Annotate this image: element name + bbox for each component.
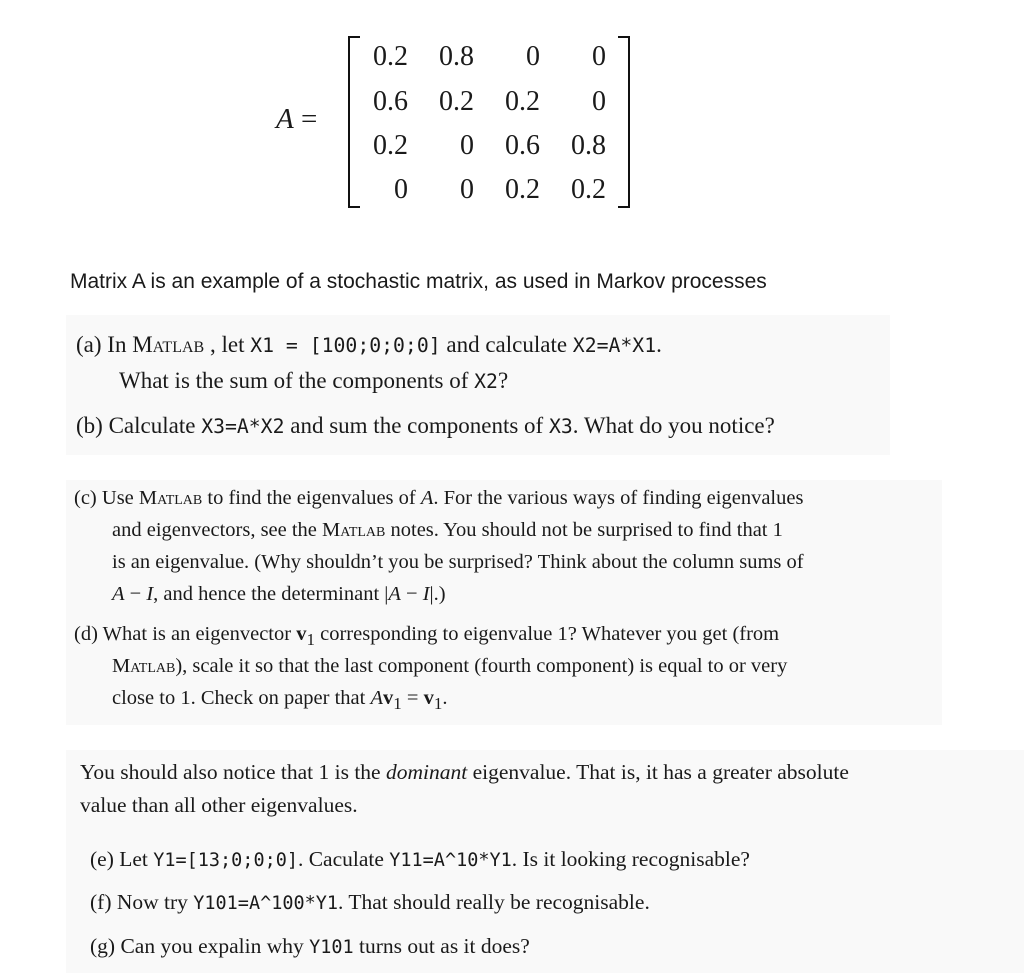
math-operator: − (124, 583, 147, 605)
question-text: corresponding to eigenvalue 1? Whatever you get (from (315, 623, 780, 645)
matrix-grid (360, 37, 610, 205)
matrix-lhs (276, 103, 317, 136)
matrix-row (360, 174, 610, 214)
paragraph-text: You should also notice that 1 is the (80, 760, 386, 784)
matrix-cell: 0 (460, 130, 474, 161)
question-text: ? (497, 368, 509, 393)
math-operator: = (401, 687, 424, 709)
question-f (90, 890, 650, 915)
question-text: . For the various ways of finding eigenvalues (433, 487, 804, 509)
code-snippet: X3=A*X2 (201, 415, 285, 438)
code-snippet: Y11=A^10*Y1 (389, 850, 512, 871)
matlab-name: Matlab (112, 655, 176, 677)
equals-sign: = (300, 103, 318, 135)
matrix-cell: 0.2 (373, 41, 408, 72)
question-label: (a) (76, 332, 102, 357)
question-d-line3 (112, 687, 448, 714)
question-text: close to 1. Check on paper that (112, 687, 371, 709)
question-text: , let (204, 332, 251, 357)
matrix-cell: 0.2 (505, 86, 540, 117)
matrix-definition (0, 0, 1024, 230)
matrix-cell: 0.2 (373, 130, 408, 161)
math-variable: I (146, 583, 154, 605)
vector-symbol: v (423, 687, 434, 709)
matlab-name: Matlab (132, 332, 205, 357)
code-snippet: X2=A*X1 (572, 334, 657, 357)
question-label: (f) (90, 890, 112, 914)
matrix-cell: 0 (592, 86, 606, 117)
math-variable: A (420, 487, 434, 509)
question-text: to find the eigenvalues of (202, 487, 421, 509)
question-text: Now try (116, 890, 194, 914)
matrix-cell: 0.2 (571, 174, 606, 205)
question-text: ), scale it so that the last component (fourth component) is equal to or very (175, 655, 788, 677)
question-text: What is the sum of the components of (119, 368, 475, 393)
question-d (74, 623, 779, 650)
matrix-cell: 0.2 (439, 86, 474, 117)
question-text: turns out as it does? (353, 934, 530, 958)
code-snippet: Y101 (309, 937, 354, 958)
question-text: and calculate (440, 332, 573, 357)
matrix-cell: 0.6 (373, 86, 408, 117)
question-text: , and hence the determinant | (153, 583, 389, 605)
matrix-right-bracket (618, 36, 630, 208)
question-text: . Caculate (297, 847, 390, 871)
math-variable: A (388, 583, 401, 605)
math-operator: − (400, 583, 423, 605)
subscript: 1 (433, 694, 443, 714)
code-snippet: X2 (474, 370, 498, 393)
dominant-paragraph-line2: value than all other eigenvalues. (80, 793, 358, 817)
question-text: Use (101, 487, 139, 509)
question-a-line2 (119, 368, 508, 394)
matrix-cell: 0 (526, 41, 540, 72)
matrix-left-bracket (348, 36, 360, 208)
matrix-variable: A (276, 103, 294, 135)
question-d-line2 (112, 655, 787, 678)
question-text: . What do you notice? (572, 413, 775, 438)
paragraph-text: eigenvalue. That is, it has a greater absolute (467, 760, 849, 784)
matrix-cell: 0 (592, 41, 606, 72)
question-text: and sum the components of (284, 413, 549, 438)
question-c-line2 (112, 519, 783, 542)
question-text: Let (119, 847, 154, 871)
question-g (90, 934, 530, 959)
intro-text: Matrix A is an example of a stochastic matrix, as used in Markov processes (70, 270, 767, 293)
code-snippet: Y1=[13;0;0;0] (153, 850, 298, 871)
math-variable: A (112, 583, 125, 605)
math-variable: A (370, 687, 383, 709)
matrix-cell: 0.8 (439, 41, 474, 72)
matlab-name: Matlab (138, 487, 203, 509)
question-b (76, 413, 775, 439)
dominant-paragraph (80, 760, 849, 785)
question-c (74, 487, 803, 510)
matrix-row (360, 86, 610, 126)
subscript: 1 (306, 630, 315, 650)
question-label: (b) (76, 413, 103, 438)
question-label: (g) (90, 934, 116, 958)
question-text: . Is it looking recognisable? (511, 847, 750, 871)
question-e (90, 847, 750, 872)
question-c-line3: is an eigenvalue. (Why shouldn’t you be surprised? Think about the column sums of (112, 551, 804, 573)
question-text: . (442, 687, 448, 709)
question-label: (e) (90, 847, 114, 871)
vector-symbol: v (296, 623, 307, 645)
question-text: What is an eigenvector (102, 623, 297, 645)
question-label: (c) (74, 487, 97, 509)
matrix-cell: 0.8 (571, 130, 606, 161)
question-text: In (107, 332, 133, 357)
matrix-cell: 0 (460, 174, 474, 205)
matrix-row (360, 130, 610, 170)
matrix-cell: 0.6 (505, 130, 540, 161)
question-text: Can you expalin why (120, 934, 310, 958)
question-text: notes. You should not be surprised to find that 1 (385, 519, 783, 541)
question-text: . (656, 332, 662, 357)
question-label: (d) (74, 623, 98, 645)
matrix-cell: 0.2 (505, 174, 540, 205)
code-snippet: Y101=A^100*Y1 (193, 893, 338, 914)
matrix-cell: 0 (394, 174, 408, 205)
question-text: and eigenvectors, see the (112, 519, 323, 541)
subscript: 1 (393, 694, 402, 714)
code-snippet: X1 = [100;0;0;0] (250, 334, 441, 357)
matrix-row (360, 41, 610, 81)
matlab-name: Matlab (322, 519, 386, 541)
code-snippet: X3 (548, 415, 573, 438)
question-text: . That should really be recognisable. (337, 890, 650, 914)
question-a (76, 332, 662, 358)
math-variable: I (422, 583, 430, 605)
emphasis-text: dominant (385, 760, 468, 784)
vector-symbol: v (382, 687, 394, 709)
question-text: Calculate (108, 413, 202, 438)
question-c-line4 (112, 583, 446, 606)
question-text: |.) (429, 583, 446, 605)
